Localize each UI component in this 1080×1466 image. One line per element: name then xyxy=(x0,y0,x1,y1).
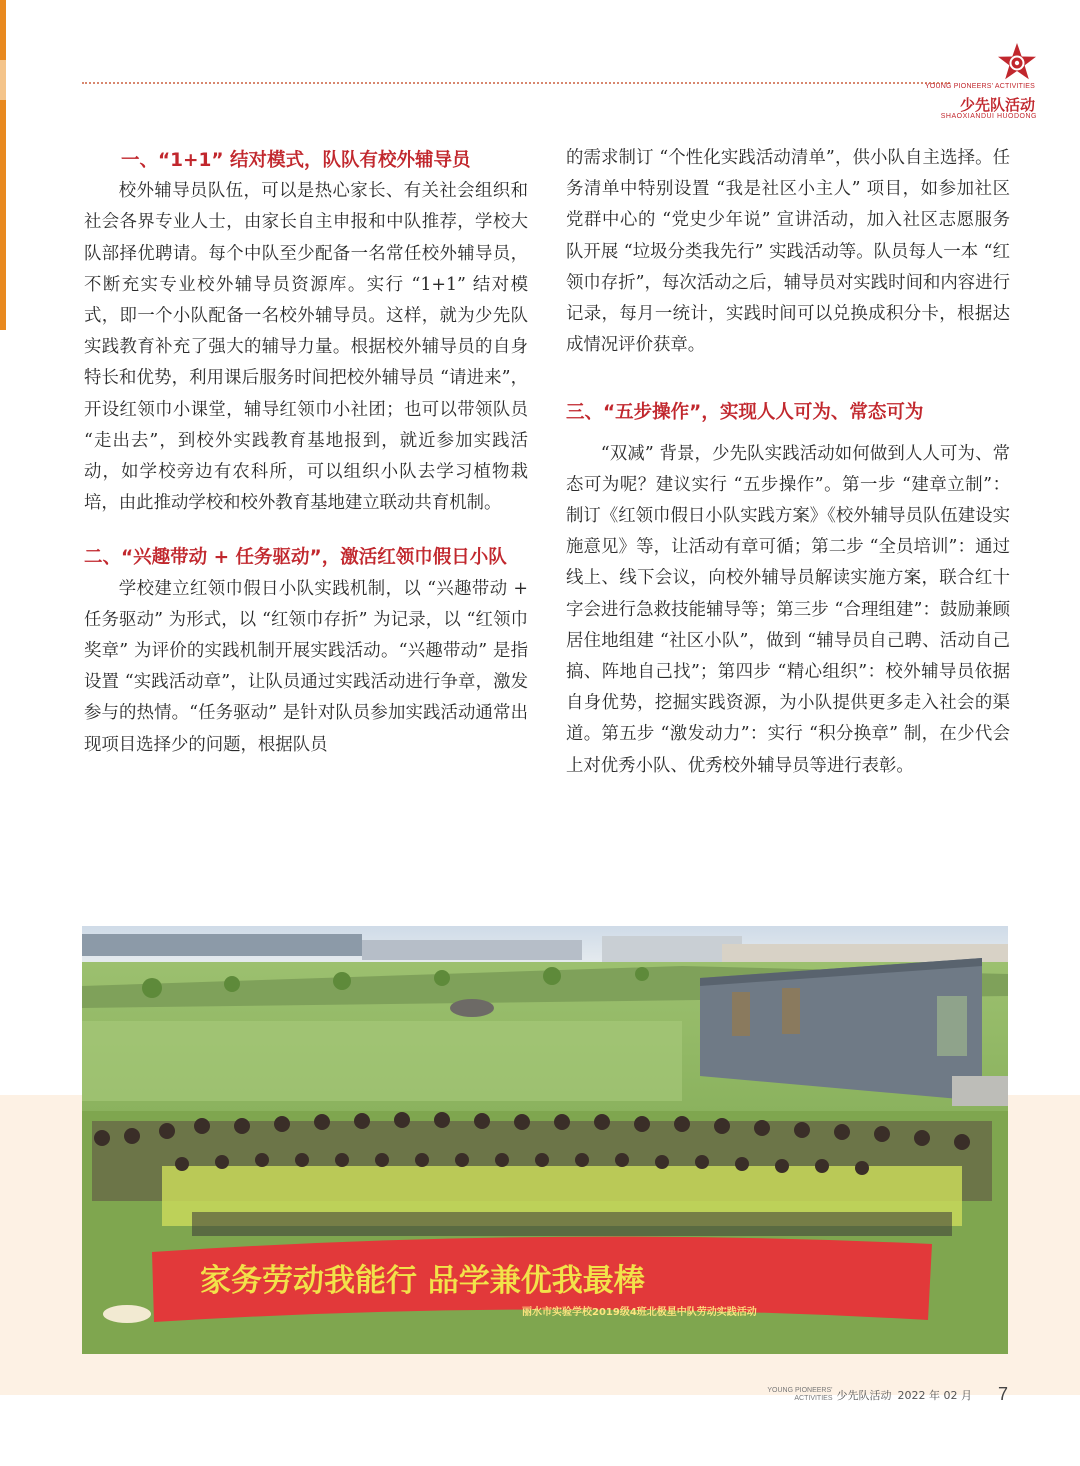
logo-pinyin: SHAOXIANDUI HUODONG xyxy=(940,113,1037,120)
section-1-paragraph: 校外辅导员队伍，可以是热心家长、有关社会组织和社会各界专业人士，由家长自主申报和中队推荐，学校大队部择优聘请。每个中队至少配备一名常任校外辅导员，不断充实专业校外辅导员资源库。实行 “1+1” 结对模式，即一个小队配备一名校外辅导员。这样，就为少先队实践教育补充了强大的辅导力量。根据校外辅导员的自身特长和优势，利用课后服务时间把校外辅导员 “请进来”，开设红领巾小课堂，辅导红领巾小社团；也可以带领队员 “走出去”，到校外实践教育基地报到，就近参加实践活动，如学校旁边有农科所，可以组织小队去学习植物栽培，由此推动学校和校外教育基地建立联动共育机制。 xyxy=(84,181,528,514)
section-2-heading: 二、“兴趣带动 + 任务驱动”，激活红领巾假日小队 xyxy=(84,547,507,569)
banner-main-text: 家务劳动我能行 品学兼优我最棒 xyxy=(200,1263,645,1299)
page-footer xyxy=(767,1384,1008,1405)
footer-magazine-name: 少先队活动 xyxy=(836,1388,892,1402)
section-3-paragraph: “双减” 背景，少先队实践活动如何做到人人可为、常态可为呢？建议实行 “五步操作”。第一步 “建章立制”：制订《红领巾假日小队实践方案》《校外辅导员队伍建设实施意见》等，让活动有章可循；第二步 “全员培训”：通过线上、线下会议，向校外辅导员解读实施方案，联合红十字会进行急救技能辅导等；第三步 “合理组建”：鼓励兼顾居住地组建 “社区小队”，做到 “辅导员自己聘、活动自己搞、阵地自己找”；第四步 “精心组织”：校外辅导员依据自身优势，挖掘实践资源，为小队提供更多走入社会的渠道。第五步 “激发动力”：实行 “积分换章” 制，在少代会上对优秀小队、优秀校外辅导员等进行表彰。 xyxy=(566,443,1010,776)
logo-english: YOUNG PIONEERS' ACTIVITIES xyxy=(924,83,1035,90)
side-color-stripe xyxy=(0,0,6,330)
footer-english: YOUNG PIONEERS' ACTIVITIES xyxy=(767,1386,833,1402)
group-photo xyxy=(82,926,1008,1354)
section-1-heading: 一、“1+1” 结对模式，队队有校外辅导员 xyxy=(121,150,471,171)
magazine-logo xyxy=(924,42,1065,122)
footer-issue-date: 2022 年 02 月 xyxy=(897,1388,972,1402)
left-text-column xyxy=(84,145,528,761)
star-logo-icon xyxy=(997,42,1037,82)
section-2-paragraph: 学校建立红领巾假日小队实践机制，以 “兴趣带动 + 任务驱动” 为形式，以 “红领巾存折” 为记录，以 “红领巾奖章” 为评价的实践机制开展实践活动。“兴趣带动” 是指设置 “实践活动章”，让队员通过实践活动进行争章，激发参与的热情。“任务驱动” 是针对队员参加实践活动通常出现项目选择少的问题，根据队员 xyxy=(84,578,528,755)
section-3-heading: 三、“五步操作”，实现人人可为、常态可为 xyxy=(566,402,924,424)
page-number: 7 xyxy=(997,1384,1008,1404)
logo-chinese: 少先队活动 xyxy=(959,96,1035,114)
header-dotted-rule xyxy=(82,82,950,84)
right-text-column xyxy=(566,143,1010,782)
section-2-paragraph-continued: 的需求制订 “个性化实践活动清单”，供小队自主选择。任务清单中特别设置 “我是社区小主人” 项目，如参加社区党群中心的 “党史少年说” 宣讲活动，加入社区志愿服务队开展 “垃圾分类我先行” 实践活动等。队员每人一本 “红领巾存折”，每次活动之后，辅导员对实践时间和内容进行记录，每月一统计，实践时间可以兑换成积分卡，根据达成情况评价获章。 xyxy=(566,148,1010,356)
side-stripe-accent xyxy=(0,60,6,100)
banner-sub-text: 丽水市实验学校2019级4班北极星中队劳动实践活动 xyxy=(522,1307,757,1318)
